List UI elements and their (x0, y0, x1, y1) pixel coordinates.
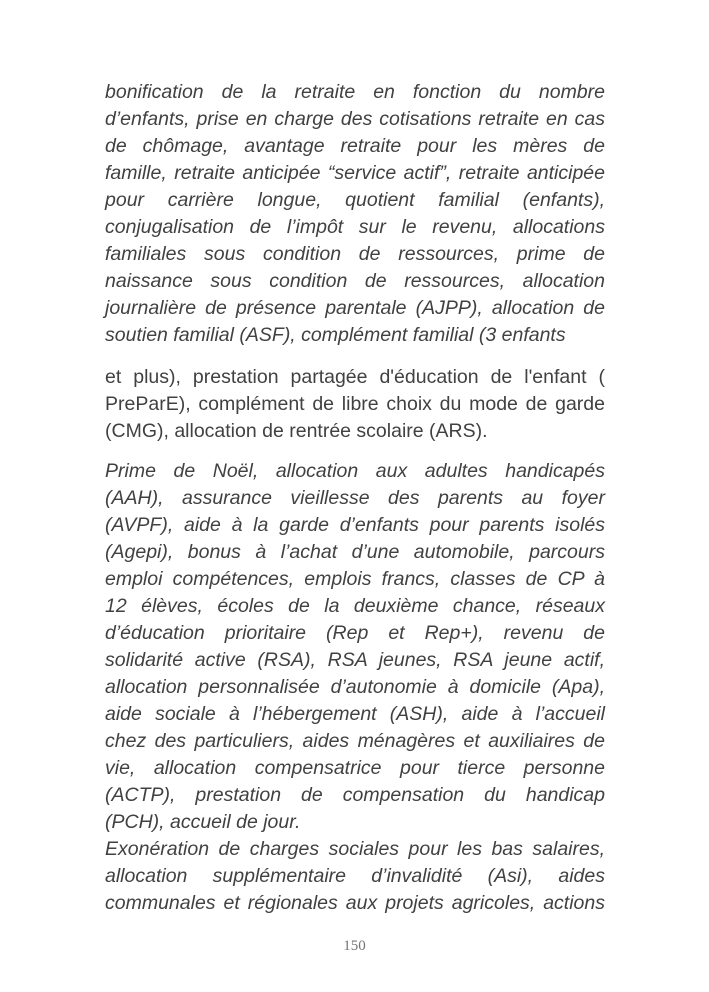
text-line: conjugalisation de l’impôt sur le revenu, allocations (105, 216, 605, 238)
text-line: Exonération de charges sociales pour les bas salaires, (105, 838, 605, 860)
text-line: d’enfants, prise en charge des cotisations retraite en cas (105, 108, 605, 130)
text-line: d’éducation prioritaire (Rep et Rep+), revenu de (105, 622, 605, 644)
text-line: allocation personnalisée d’autonomie à domicile (Apa), (105, 676, 605, 698)
text-line: (AVPF), aide à la garde d’enfants pour parents isolés (105, 514, 605, 536)
text-line: Prime de Noël, allocation aux adultes handicapés (105, 460, 605, 482)
text-line: famille, retraite anticipée “service actif”, retraite anticipée (105, 162, 605, 184)
paragraph-2 (105, 364, 605, 445)
paragraph-3 (105, 458, 605, 836)
text-line: naissance sous condition de ressources, allocation (105, 270, 605, 292)
text-line: communales et régionales aux projets agricoles, actions (105, 892, 605, 914)
text-line: PreParE), complément de libre choix du mode de garde (105, 393, 605, 415)
text-line: soutien familial (ASF), complément familial (3 enfants (105, 324, 566, 346)
text-line: (CMG), allocation de rentrée scolaire (ARS). (105, 420, 488, 442)
text-block (105, 79, 605, 917)
text-line: vie, allocation compensatrice pour tierce personne (105, 757, 605, 779)
paragraph-4 (105, 836, 605, 917)
text-line: pour carrière longue, quotient familial (enfants), (105, 189, 605, 211)
text-line: 12 élèves, écoles de la deuxième chance, réseaux (105, 595, 605, 617)
text-line: journalière de présence parentale (AJPP), allocation de (105, 297, 605, 319)
text-line: de chômage, avantage retraite pour les mères de (105, 135, 605, 157)
text-line: et plus), prestation partagée d'éducation de l'enfant ( (105, 366, 605, 388)
text-line: (PCH), accueil de jour. (105, 811, 301, 833)
text-line: familiales sous condition de ressources, prime de (105, 243, 605, 265)
text-line: aide sociale à l’hébergement (ASH), aide à l’accueil (105, 703, 605, 725)
text-line: allocation supplémentaire d’invalidité (Asi), aides (105, 865, 605, 887)
text-line: chez des particuliers, aides ménagères et auxiliaires de (105, 730, 605, 752)
text-line: bonification de la retraite en fonction du nombre (105, 81, 605, 103)
text-line: (ACTP), prestation de compensation du handicap (105, 784, 605, 806)
text-line: solidarité active (RSA), RSA jeunes, RSA jeune actif, (105, 649, 605, 671)
paragraph-1 (105, 79, 605, 349)
text-line: emploi compétences, emplois francs, classes de CP à (105, 568, 605, 590)
page-number: 150 (343, 938, 366, 954)
text-line: (Agepi), bonus à l’achat d’une automobile, parcours (105, 541, 605, 563)
text-line: (AAH), assurance vieillesse des parents au foyer (105, 487, 605, 509)
